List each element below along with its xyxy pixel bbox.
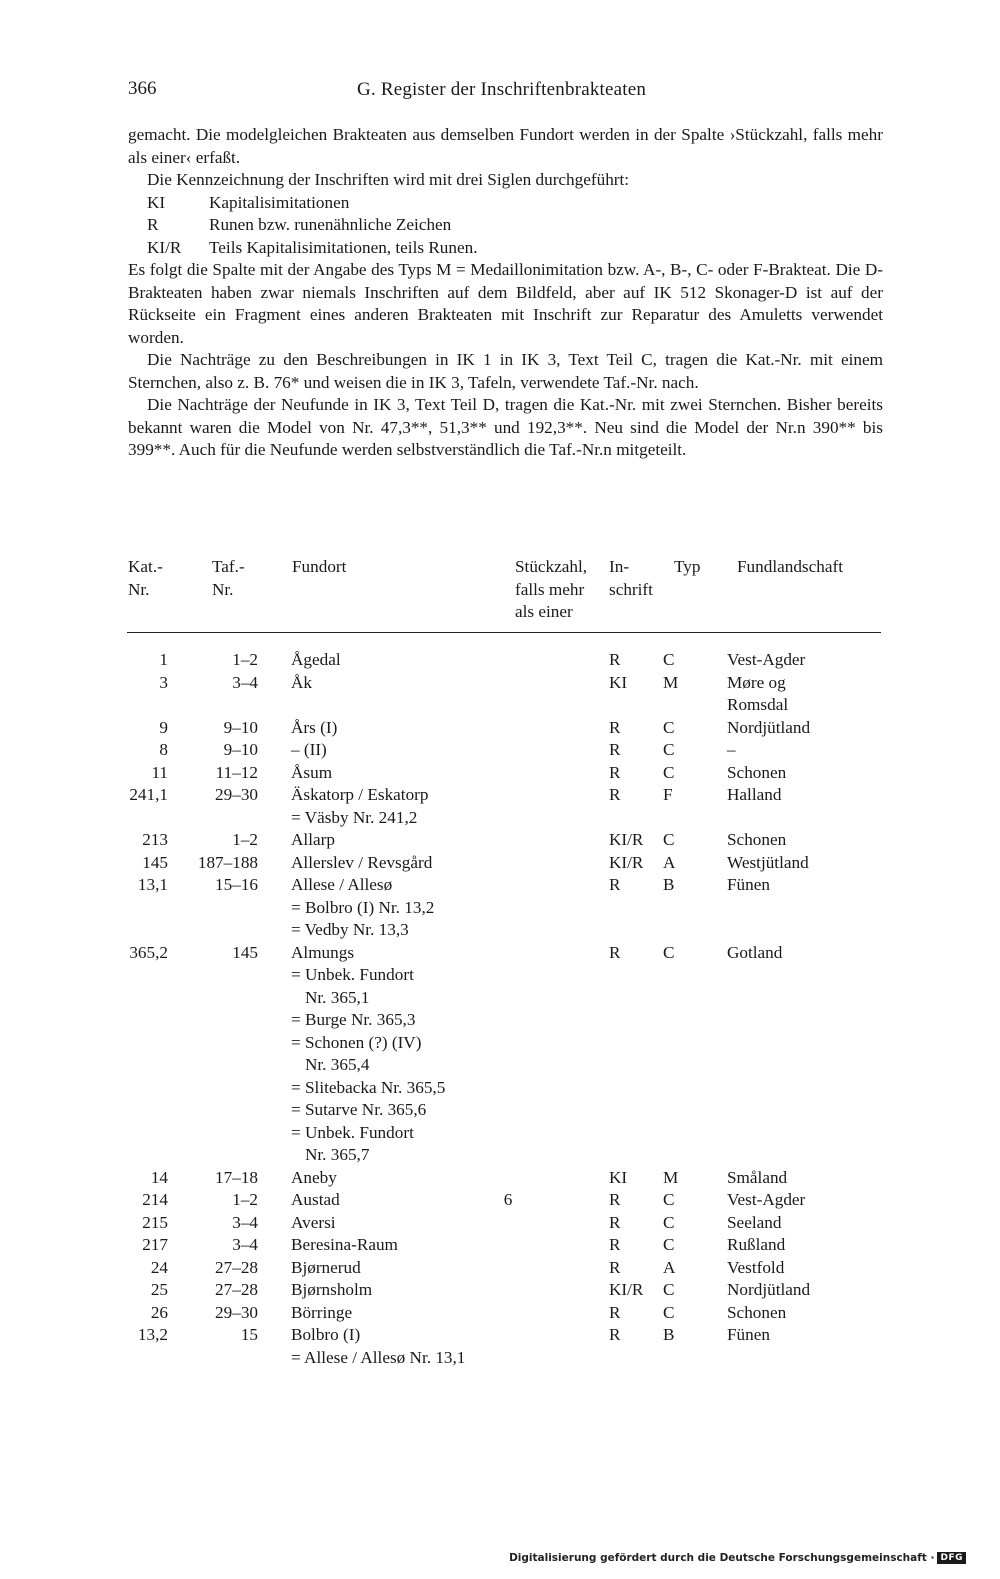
fundort-line: = Sutarve Nr. 365,6 (291, 1100, 427, 1119)
fundlandschaft-line: Småland (727, 1167, 788, 1187)
fundlandschaft-line: Schonen (727, 762, 787, 782)
fundlandschaft-line: Fünen (727, 1325, 770, 1344)
cell-kat-nr: 25 (150, 1280, 168, 1299)
cell-kat-nr: 241,1 (129, 785, 168, 804)
sigla-key: KI/R (147, 237, 182, 257)
cell-taf-nr: 3–4 (232, 1235, 258, 1254)
cell-taf-nr: 29–30 (215, 785, 258, 804)
header-fundlandschaft (737, 556, 843, 579)
header-line: Fundort (292, 557, 347, 576)
cell-fundort (291, 762, 332, 785)
cell-fundort (291, 1302, 352, 1325)
cell-taf-nr: 9–10 (223, 717, 258, 737)
cell-fundort (291, 1189, 340, 1212)
cell-taf-nr: 29–30 (215, 1302, 258, 1322)
footer-credit (509, 1552, 966, 1564)
cell-fundlandschaft (727, 1189, 805, 1212)
cell-typ: A (663, 1257, 676, 1277)
cell-fundlandschaft (727, 874, 770, 897)
fundort-line: Ågedal (291, 650, 341, 669)
cell-typ: C (663, 1280, 675, 1299)
fundort-line: Allese / Allesø (291, 875, 393, 894)
cell-fundort (291, 739, 327, 762)
sigla-list (128, 192, 883, 260)
cell-kat-nr: 3 (159, 672, 168, 692)
cell-kat-nr: 215 (142, 1212, 168, 1232)
cell-fundort (291, 852, 432, 875)
cell-fundort (291, 717, 337, 740)
fundlandschaft-line: Møre og (727, 672, 786, 692)
fundlandschaft-line: Nordjütland (727, 717, 811, 737)
fundort-line: Nr. 365,1 (305, 987, 370, 1007)
cell-fundort (291, 1234, 398, 1257)
fundort-line: = Unbek. Fundort (291, 965, 414, 984)
cell-kat-nr: 14 (150, 1167, 168, 1187)
cell-inschrift: R (609, 650, 621, 669)
fundort-line: Äskatorp / Eskatorp (291, 785, 429, 804)
fundort-line: Bjørnerud (291, 1257, 361, 1277)
fundlandschaft-line: Seeland (727, 1212, 782, 1232)
cell-inschrift: R (609, 875, 621, 894)
cell-taf-nr: 11–12 (215, 762, 258, 782)
cell-kat-nr: 11 (151, 762, 168, 782)
cell-inschrift: R (609, 1212, 621, 1232)
cell-kat-nr: 26 (150, 1302, 168, 1322)
fundort-line: Nr. 365,4 (305, 1055, 370, 1074)
fundort-line: Aversi (291, 1212, 336, 1232)
fundlandschaft-line: Gotland (727, 942, 783, 962)
cell-kat-nr: 214 (142, 1190, 168, 1209)
cell-inschrift: R (609, 1302, 621, 1322)
fundort-line: Åk (291, 672, 313, 692)
intro-paragraph-2: Die Kennzeichnung der Inschriften wird mit drei Siglen durchgeführt: (147, 170, 630, 189)
cell-typ: M (663, 672, 679, 692)
fundort-line: Åsum (291, 762, 333, 782)
header-line: schrift (609, 579, 653, 599)
sigla-text: Teils Kapitalisimitationen, teils Runen. (209, 237, 478, 257)
intro-paragraph-4: Die Nachträge zu den Beschreibungen in IK 1 in IK 3, Text Teil C, tragen die Kat.-Nr. mit einem Sternchen, also z. B. 76* und weisen die in IK 3, Tafeln, verwendete Taf.-Nr. nach. (128, 350, 883, 392)
cell-typ: M (663, 1167, 679, 1187)
fundort-line: Bjørnsholm (291, 1280, 373, 1299)
cell-kat-nr: 13,2 (137, 1325, 168, 1344)
cell-taf-nr: 187–188 (197, 852, 258, 872)
cell-taf-nr: 1–2 (232, 830, 258, 849)
table-row (0, 762, 1000, 785)
cell-inschrift: R (609, 785, 621, 804)
cell-fundlandschaft (727, 739, 736, 762)
cell-typ: A (663, 852, 676, 872)
cell-fundlandschaft (727, 762, 786, 785)
fundort-line: Allerslev / Revsgård (291, 852, 433, 872)
header-line: Typ (674, 557, 701, 576)
table-row (0, 942, 1000, 1167)
cell-taf-nr: 15 (240, 1325, 258, 1344)
cell-fundlandschaft (727, 1324, 770, 1347)
table-row (0, 739, 1000, 762)
sigla-key: R (147, 215, 159, 234)
fundort-line: Beresina-Raum (291, 1235, 398, 1254)
cell-kat-nr: 8 (159, 740, 168, 759)
table-row (0, 1257, 1000, 1280)
fundlandschaft-line: Vest-Agder (727, 650, 806, 669)
fundlandschaft-line: Romsdal (727, 695, 789, 714)
cell-fundlandschaft (727, 1257, 784, 1280)
sigla-item (128, 214, 883, 237)
fundlandschaft-line: Fünen (727, 875, 770, 894)
fundort-line: = Schonen (?) (IV) (291, 1032, 422, 1052)
fundlandschaft-line: Westjütland (727, 852, 809, 872)
cell-taf-nr: 1–2 (232, 650, 258, 669)
table-row (0, 829, 1000, 852)
table-body (0, 649, 1000, 1369)
cell-inschrift: R (609, 1257, 621, 1277)
cell-inschrift: KI/R (609, 830, 644, 849)
table-row (0, 1279, 1000, 1302)
fundort-line: = Unbek. Fundort (291, 1122, 414, 1142)
sigla-item (128, 192, 883, 215)
cell-kat-nr: 1 (159, 650, 168, 669)
cell-inschrift: KI/R (609, 1280, 644, 1299)
cell-fundlandschaft (727, 1302, 786, 1325)
header-line: Nr. (212, 579, 234, 599)
cell-inschrift: R (609, 717, 621, 737)
sigla-item (128, 237, 883, 260)
cell-fundort (291, 1167, 337, 1190)
sigla-key: KI (147, 192, 166, 212)
table-row (0, 1212, 1000, 1235)
cell-fundlandschaft (727, 672, 788, 717)
fundort-line: = Slitebacka Nr. 365,5 (291, 1077, 446, 1097)
table-row (0, 1302, 1000, 1325)
cell-taf-nr: 27–28 (215, 1257, 258, 1277)
sigla-text: Kapitalisimitationen (209, 192, 350, 212)
cell-fundort (291, 649, 341, 672)
cell-typ: C (663, 1302, 675, 1322)
fundlandschaft-line: Halland (727, 785, 782, 804)
page-number: 366 (128, 78, 157, 99)
header-line: In- (609, 557, 630, 576)
header-line: als einer (515, 602, 573, 621)
cell-taf-nr: 17–18 (215, 1167, 258, 1187)
fundlandschaft-line: Vestfold (727, 1257, 785, 1277)
table-row (0, 874, 1000, 942)
cell-inschrift: KI/R (609, 852, 644, 872)
cell-fundort (291, 1212, 336, 1235)
fundort-line: Börringe (291, 1302, 353, 1322)
cell-typ: B (663, 1325, 675, 1344)
table-row (0, 649, 1000, 672)
fundort-line: = Vedby Nr. 13,3 (291, 920, 409, 939)
cell-typ: F (663, 785, 673, 804)
cell-typ: C (663, 942, 675, 962)
cell-fundort (291, 942, 445, 1167)
cell-taf-nr: 3–4 (232, 1212, 258, 1232)
cell-typ: C (663, 650, 675, 669)
cell-typ: C (663, 717, 675, 737)
header-fundort (292, 556, 346, 579)
cell-typ: C (663, 762, 675, 782)
header-line: Kat.- (128, 557, 163, 576)
cell-kat-nr: 24 (150, 1257, 168, 1277)
cell-stueckzahl: 6 (503, 1190, 513, 1209)
fundort-line: – (II) (291, 740, 327, 759)
cell-typ: C (663, 1212, 675, 1232)
table-row (0, 784, 1000, 829)
cell-inschrift: R (609, 1190, 621, 1209)
fundort-line: = Bolbro (I) Nr. 13,2 (291, 897, 435, 917)
fundort-line: Bolbro (I) (291, 1325, 361, 1344)
cell-inschrift: R (609, 942, 621, 962)
cell-fundlandschaft (727, 717, 810, 740)
cell-fundort (291, 672, 312, 695)
header-line: Nr. (128, 579, 150, 599)
cell-fundlandschaft (727, 1167, 787, 1190)
fundort-line: Allarp (291, 830, 335, 849)
fundort-line: Almungs (291, 942, 355, 962)
table-row (0, 672, 1000, 717)
cell-fundort (291, 1279, 372, 1302)
fundort-line: = Allese / Allesø Nr. 13,1 (291, 1347, 466, 1367)
cell-fundlandschaft (727, 1212, 781, 1235)
table-row (0, 1324, 1000, 1369)
cell-fundlandschaft (727, 1234, 785, 1257)
cell-taf-nr: 1–2 (232, 1190, 258, 1209)
table-row (0, 852, 1000, 875)
cell-taf-nr: 15–16 (215, 875, 258, 894)
cell-taf-nr: 3–4 (232, 672, 258, 692)
header-kat-nr (128, 556, 163, 601)
table-row (0, 1167, 1000, 1190)
cell-inschrift: R (609, 762, 621, 782)
cell-taf-nr: 27–28 (215, 1280, 258, 1299)
header-stueckzahl (515, 556, 587, 624)
table-row (0, 717, 1000, 740)
cell-typ: C (663, 740, 675, 759)
header-typ (674, 556, 701, 579)
cell-inschrift: R (609, 1325, 621, 1344)
cell-fundort (291, 829, 335, 852)
header-line: Stückzahl, (515, 557, 588, 576)
table-rule (127, 632, 881, 633)
fundort-line: Austad (291, 1190, 340, 1209)
cell-inschrift: KI (609, 1167, 628, 1187)
fundort-line: Aneby (291, 1167, 337, 1187)
header-inschrift (609, 556, 653, 601)
cell-inschrift: KI (609, 672, 628, 692)
dfg-logo: DFG (937, 1552, 966, 1564)
intro-paragraph-5: Die Nachträge der Neufunde in IK 3, Text Teil D, tragen die Kat.-Nr. mit zwei Sternchen. Bisher bereits bekannt waren die Model von Nr. 47,3**, 51,3** und 192,3**. Neu sind die Model der Nr.n 390** bis 399**. Auch für die Neufunde werden selbstverständlich die Taf.-Nr.n mitgeteilt. (128, 395, 883, 459)
cell-fundlandschaft (727, 942, 782, 965)
intro-paragraph-3: Es folgt die Spalte mit der Angabe des Typs M = Medaillonimitation bzw. A-, B-, C- oder F-Brakteat. Die D-Brakteaten haben zwar niemals Inschriften auf dem Bildfeld, aber auf IK 512 Skonager-D ist auf der Rückseite ein Fragment eines anderen Brakteaten mit Inschrift zur Reparatur des Amuletts verwendet worden. (128, 260, 883, 347)
cell-fundort (291, 1257, 361, 1280)
header-taf-nr (212, 556, 245, 601)
cell-inschrift: R (609, 740, 621, 759)
fundort-line: Års (I) (291, 717, 338, 737)
cell-taf-nr: 9–10 (223, 740, 258, 759)
cell-fundlandschaft (727, 1279, 810, 1302)
cell-inschrift: R (609, 1235, 621, 1254)
cell-kat-nr: 145 (142, 852, 168, 872)
cell-fundlandschaft (727, 829, 786, 852)
fundlandschaft-line: Nordjütland (727, 1280, 811, 1299)
cell-kat-nr: 9 (159, 717, 168, 737)
header-line: falls mehr (515, 579, 585, 599)
cell-fundlandschaft (727, 784, 781, 807)
running-head: G. Register der Inschriftenbrakteaten (357, 79, 647, 100)
cell-taf-nr: 145 (232, 942, 258, 962)
fundlandschaft-line: – (727, 740, 736, 759)
intro-text (128, 124, 883, 462)
fundlandschaft-line: Rußland (727, 1235, 786, 1254)
fundort-line: = Väsby Nr. 241,2 (291, 807, 418, 827)
cell-kat-nr: 13,1 (137, 875, 168, 894)
cell-kat-nr: 213 (142, 830, 168, 849)
cell-kat-nr: 365,2 (129, 942, 168, 962)
table-row (0, 1234, 1000, 1257)
cell-typ: C (663, 1190, 675, 1209)
cell-typ: C (663, 1235, 675, 1254)
fundort-line: Nr. 365,7 (305, 1145, 370, 1164)
cell-fundort (291, 874, 434, 942)
fundort-line: = Burge Nr. 365,3 (291, 1010, 416, 1029)
cell-typ: C (663, 830, 675, 849)
fundlandschaft-line: Schonen (727, 830, 787, 849)
cell-kat-nr: 217 (142, 1235, 168, 1254)
cell-fundlandschaft (727, 852, 809, 875)
cell-typ: B (663, 875, 675, 894)
footer-text: Digitalisierung gefördert durch die Deutsche Forschungsgemeinschaft · (509, 1552, 935, 1564)
fundlandschaft-line: Schonen (727, 1302, 787, 1322)
fundlandschaft-line: Vest-Agder (727, 1190, 806, 1209)
cell-fundlandschaft (727, 649, 805, 672)
cell-fundort (291, 784, 428, 829)
sigla-text: Runen bzw. runenähnliche Zeichen (209, 215, 452, 234)
header-line: Fundlandschaft (737, 557, 843, 576)
header-line: Taf.- (212, 557, 245, 576)
intro-paragraph-1: gemacht. Die modelgleichen Brakteaten aus demselben Fundort werden in der Spalte ›Stückzahl, falls mehr als einer‹ erfaßt. (128, 125, 883, 167)
cell-fundort (291, 1324, 465, 1369)
table-row (0, 1189, 1000, 1212)
